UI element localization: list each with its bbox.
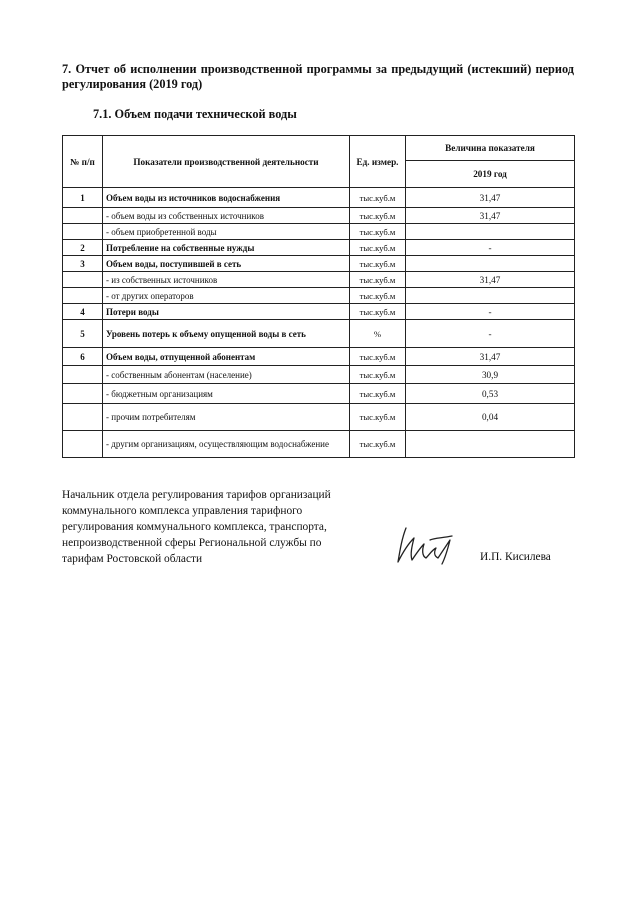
- row-unit: тыс.куб.м: [350, 224, 406, 240]
- position-line: Начальник отдела регулирования тарифов организаций: [62, 489, 331, 501]
- row-label: Объем воды, отпущенной абонентам: [103, 348, 350, 366]
- header-value-group: Величина показателя: [406, 136, 575, 161]
- row-label: - другим организациям, осуществляющим водоснабжение: [103, 431, 350, 458]
- row-value: -: [406, 320, 575, 348]
- position-line: коммунального комплекса управления тарифного: [62, 505, 303, 517]
- row-num: 3: [63, 256, 103, 272]
- row-unit: тыс.куб.м: [350, 240, 406, 256]
- row-label: - объем воды из собственных источников: [103, 208, 350, 224]
- signatory-position: [62, 487, 382, 567]
- table-row: [63, 256, 575, 272]
- row-num: 5: [63, 320, 103, 348]
- row-unit: %: [350, 320, 406, 348]
- row-unit: тыс.куб.м: [350, 288, 406, 304]
- header-num: № п/п: [63, 136, 103, 188]
- table-row: [63, 188, 575, 208]
- table-row: [63, 208, 575, 224]
- table-row: [63, 272, 575, 288]
- row-unit: тыс.куб.м: [350, 431, 406, 458]
- row-value: [406, 256, 575, 272]
- signatory-name: И.П. Кисилева: [480, 551, 551, 563]
- row-value: 0,04: [406, 404, 575, 431]
- row-num: [63, 366, 103, 384]
- row-unit: тыс.куб.м: [350, 256, 406, 272]
- row-value: 31,47: [406, 188, 575, 208]
- row-label: Объем воды из источников водоснабжения: [103, 188, 350, 208]
- row-value: [406, 288, 575, 304]
- position-line: непроизводственной сферы Региональной службы по: [62, 537, 322, 549]
- row-num: [63, 384, 103, 404]
- row-num: [63, 208, 103, 224]
- header-unit: Ед. измер.: [350, 136, 406, 188]
- row-value: [406, 224, 575, 240]
- row-value: -: [406, 304, 575, 320]
- row-label: Уровень потерь к объему опущенной воды в сеть: [103, 320, 350, 348]
- row-num: [63, 224, 103, 240]
- row-num: [63, 404, 103, 431]
- row-num: 1: [63, 188, 103, 208]
- row-value: 30,9: [406, 366, 575, 384]
- row-value: -: [406, 240, 575, 256]
- row-label: Потребление на собственные нужды: [103, 240, 350, 256]
- row-num: 4: [63, 304, 103, 320]
- table-row: [63, 240, 575, 256]
- table-row: [63, 404, 575, 431]
- position-line: регулирования коммунального комплекса, транспорта,: [62, 521, 327, 533]
- row-label: Потери воды: [103, 304, 350, 320]
- row-value: 31,47: [406, 272, 575, 288]
- header-indicator: Показатели производственной деятельности: [103, 136, 350, 188]
- row-label: - бюджетным организациям: [103, 384, 350, 404]
- water-supply-table: [62, 135, 575, 458]
- subsection-title: 7.1. Объем подачи технической воды: [93, 107, 297, 121]
- row-label: - от других операторов: [103, 288, 350, 304]
- row-unit: тыс.куб.м: [350, 272, 406, 288]
- row-value: 31,47: [406, 208, 575, 224]
- row-unit: тыс.куб.м: [350, 208, 406, 224]
- table-row: [63, 384, 575, 404]
- position-line: тарифам Ростовской области: [62, 553, 203, 565]
- handwritten-signature: [392, 520, 462, 570]
- row-num: 2: [63, 240, 103, 256]
- table-row: [63, 320, 575, 348]
- row-num: [63, 272, 103, 288]
- row-unit: тыс.куб.м: [350, 188, 406, 208]
- table-row: [63, 304, 575, 320]
- row-unit: тыс.куб.м: [350, 348, 406, 366]
- row-value: 0,53: [406, 384, 575, 404]
- row-label: - из собственных источников: [103, 272, 350, 288]
- row-unit: тыс.куб.м: [350, 384, 406, 404]
- table-row: [63, 288, 575, 304]
- table-row: [63, 348, 575, 366]
- row-label: - объем приобретенной воды: [103, 224, 350, 240]
- row-num: [63, 431, 103, 458]
- section-title: 7. Отчет об исполнении производственной программы за предыдущий (истекший) период регулирования (2019 год): [62, 62, 574, 91]
- table-row: [63, 366, 575, 384]
- header-year: 2019 год: [406, 161, 575, 188]
- row-unit: тыс.куб.м: [350, 304, 406, 320]
- row-label: Объем воды, поступившей в сеть: [103, 256, 350, 272]
- row-num: 6: [63, 348, 103, 366]
- row-unit: тыс.куб.м: [350, 366, 406, 384]
- row-label: - собственным абонентам (население): [103, 366, 350, 384]
- row-value: [406, 431, 575, 458]
- row-label: - прочим потребителям: [103, 404, 350, 431]
- row-num: [63, 288, 103, 304]
- row-value: 31,47: [406, 348, 575, 366]
- row-unit: тыс.куб.м: [350, 404, 406, 431]
- table-row: [63, 224, 575, 240]
- table-row: [63, 431, 575, 458]
